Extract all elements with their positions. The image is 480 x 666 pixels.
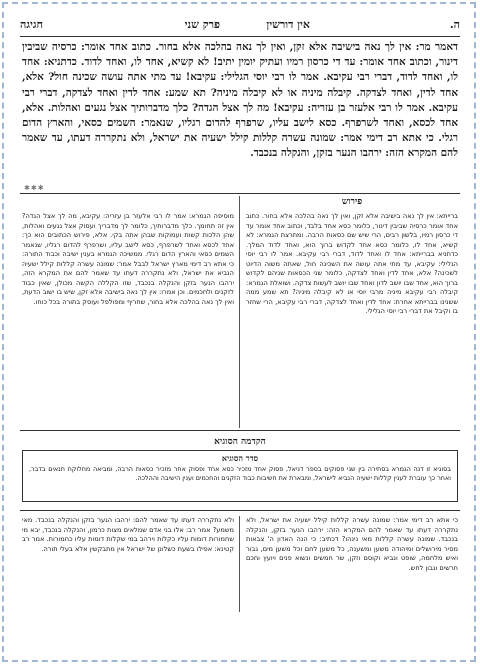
intro-subtitle: סדר הסוגיא: [221, 453, 259, 463]
section-rule: [20, 193, 460, 194]
intro-text: בסוגיא זו דנה הגמרא בסתירה בין שני פסוקים בספר דניאל, פסוק אחד מזכיר כסא אחד ופסוק אחר מזכיר כסאות הרבה, ומביאה מחלוקת תנאים בדבר, ואחר כך עוברת לענין קללות ישעיה הנביא לישראל, ומבארת את חשיבות כבוד הזקנים והחכמים וענין הישיבה וההלכה.: [29, 465, 451, 482]
intro-box: [22, 450, 458, 502]
bottom-column-divider: [239, 516, 240, 612]
bottom-rule: [20, 510, 460, 511]
bottom-left-column: ולא נתקררה דעתו עד שאמר להם: ירהבו הנער בזקן והנקלה בנכבד. מאי משמע? אמר רב: אלו בני אדם שמלאים מצות כרמון, והנקלה בנכבד, יבא מי שחמורות דומות עליו כקלות וירהב במי שקלות דומות עליו כחמורות. אמר רב קטינא: אפילו בשעת כשלונן של ישראל אין מתבקשין אלא בעלי תורה.: [22, 516, 234, 553]
chapter-number: פרק שני: [184, 18, 220, 31]
intro-rule: [20, 430, 460, 431]
page-number: ה.: [449, 18, 460, 31]
commentary-title: פירוש: [341, 197, 363, 207]
intro-title: הקדמה הסוגיא: [214, 437, 266, 447]
bottom-right-column: כי אתא רב דימי אמר: שמונה עשרה קללות קילל ישעיה את ישראל, ולא נתקררה דעתו עד שאמר להם המקרא הזה: ירהבו הנער בזקן, והנקלה בנכבד. שמונה עשרה קללות מאי נינהו? דכתיב: כי הנה האדון ה' צבאות מסיר מירושלים ומיהודה משען ומשענה, כל משען לחם וכל משען מים, גבור ואיש מלחמה, שופט ונביא וקוסם וזקן, שר חמשים ונשוא פנים ויועץ וחכם חרשים ונבון לחש.: [246, 516, 458, 572]
chapter-name: אין דורשין: [266, 18, 310, 31]
header-rule: [20, 36, 460, 37]
column-divider: [239, 196, 240, 428]
commentary-right-column: ברייתא: אין לך נאה בישיבה אלא זקן, ואין לך נאה בהלכה אלא בחור. כתוב אחד אומר כרסיה שביבין דינור, כלומר כסא אחד בלבד, וכתוב אחד אומר עד די כרסון רמיו, בלשון רבים, הרי שיש שם כסאות הרבה. ומתרצת הגמרא: לא קשיא, אחד לו, כלומר כסא אחד לקדוש ברוך הוא, ואחד לדוד המלך. כדתניא בברייתא: אחד לו ואחד לדוד, דברי רבי עקיבא. אמר לו רבי יוסי הגלילי: עקיבא, עד מתי אתה עושה את השכינה חול, שאתה משוה הדיוט לשכינה? אלא, אחד לדין ואחד לצדקה, כלומר שני הכסאות שניהם לקדוש ברוך הוא, אחד שבו יושב לדון ואחד שבו יושב לעשות צדקה. ושואלת הגמרא: קיבלה רבי עקיבא מיניה מרבי יוסי או לא קיבלה מיניה? תא שמע ממה ששנינו בברייתא אחרת: אחד לדין ואחד לצדקה, דברי רבי עקיבא, הרי שחזר בו וקיבל את דברי רבי יוסי הגלילי.: [246, 212, 458, 315]
commentary-left-column: מוסיפה הגמרא: אמר לו רבי אלעזר בן עזריה: עקיבא, מה לך אצל הגדה? אין זה תחומך. כלך מדברותיך, כלומר לך מדבריך ועסוק אצל נגעים ואהלות, שהן הלכות קשות ועמוקות שבהן אתה בקי. אלא, פירוש הכתובים הוא כך: אחד לכסא ואחד לשרפרף, כסא לישב עליו, ושרפרף להדום רגליו, שנאמר השמים כסאי והארץ הדום רגלי. ממשיכה הגמרא בענין ישיבה וכבוד התורה: כי אתא רב דימי מארץ ישראל לבבל אמר: שמונה עשרה קללות קילל ישעיה הנביא את ישראל, ולא נתקררה דעתו עד שאמר להם את המקרא הזה, ירהבו הנער בזקן והנקלה בנכבד, שזו הקללה הקשה מכולן, שאין כבוד לזקנים ולחכמים. וכן אמרו: אין לך נאה בישיבה אלא זקן, שיש בו ישוב הדעת, ואין לך נאה בהלכה אלא בחור, שחריף ומפולפל ועוסק בתורה בכל כוחו.: [22, 212, 234, 306]
tractate-name: חגיגה: [20, 18, 43, 31]
main-gemara-text: דאמר מר: אין לך נאה בישיבה אלא זקן, ואין לך נאה בהלכה אלא בחור. כתוב אחד אומר: כרסיה שביבין דינור, וכתוב אחד אומר: עד די כרסון רמיו ועתיק יומין יתיב! לא קשיא, אחד לו, ואחד לדוד. כדתניא: אחד לו, ואחד לדוד, דברי רבי עקיבא. אמר לו רבי יוסי הגלילי: עקיבא! עד מתי אתה עושה שכינה חול? אלא, אחד לדין, ואחד לצדקה. קיבלה מיניה או לא קיבלה מיניה? תא שמע: אחד לדין ואחד לצדקה, דברי רבי עקיבא. אמר לו רבי אלעזר בן עזריה: עקיבא! מה לך אצל הגדה? כלך מדברותיך אצל נגעים ואהלות. אלא, אחד לכסא, ואחד לשרפרף. כסא לישב עליו, שרפרף להדום רגליו, שנאמר: השמים כסאי, והארץ הדום רגלי. כי אתא רב דימי אמר: שמונה עשרה קללות קילל ישעיה את ישראל, ולא נתקררה דעתו, עד שאמר להם המקרא הזה: ירהבו הנער בזקן, והנקלה בנכבד.: [22, 41, 458, 160]
running-header: [20, 18, 460, 34]
separator-dots: ✱✱✱: [24, 184, 45, 192]
